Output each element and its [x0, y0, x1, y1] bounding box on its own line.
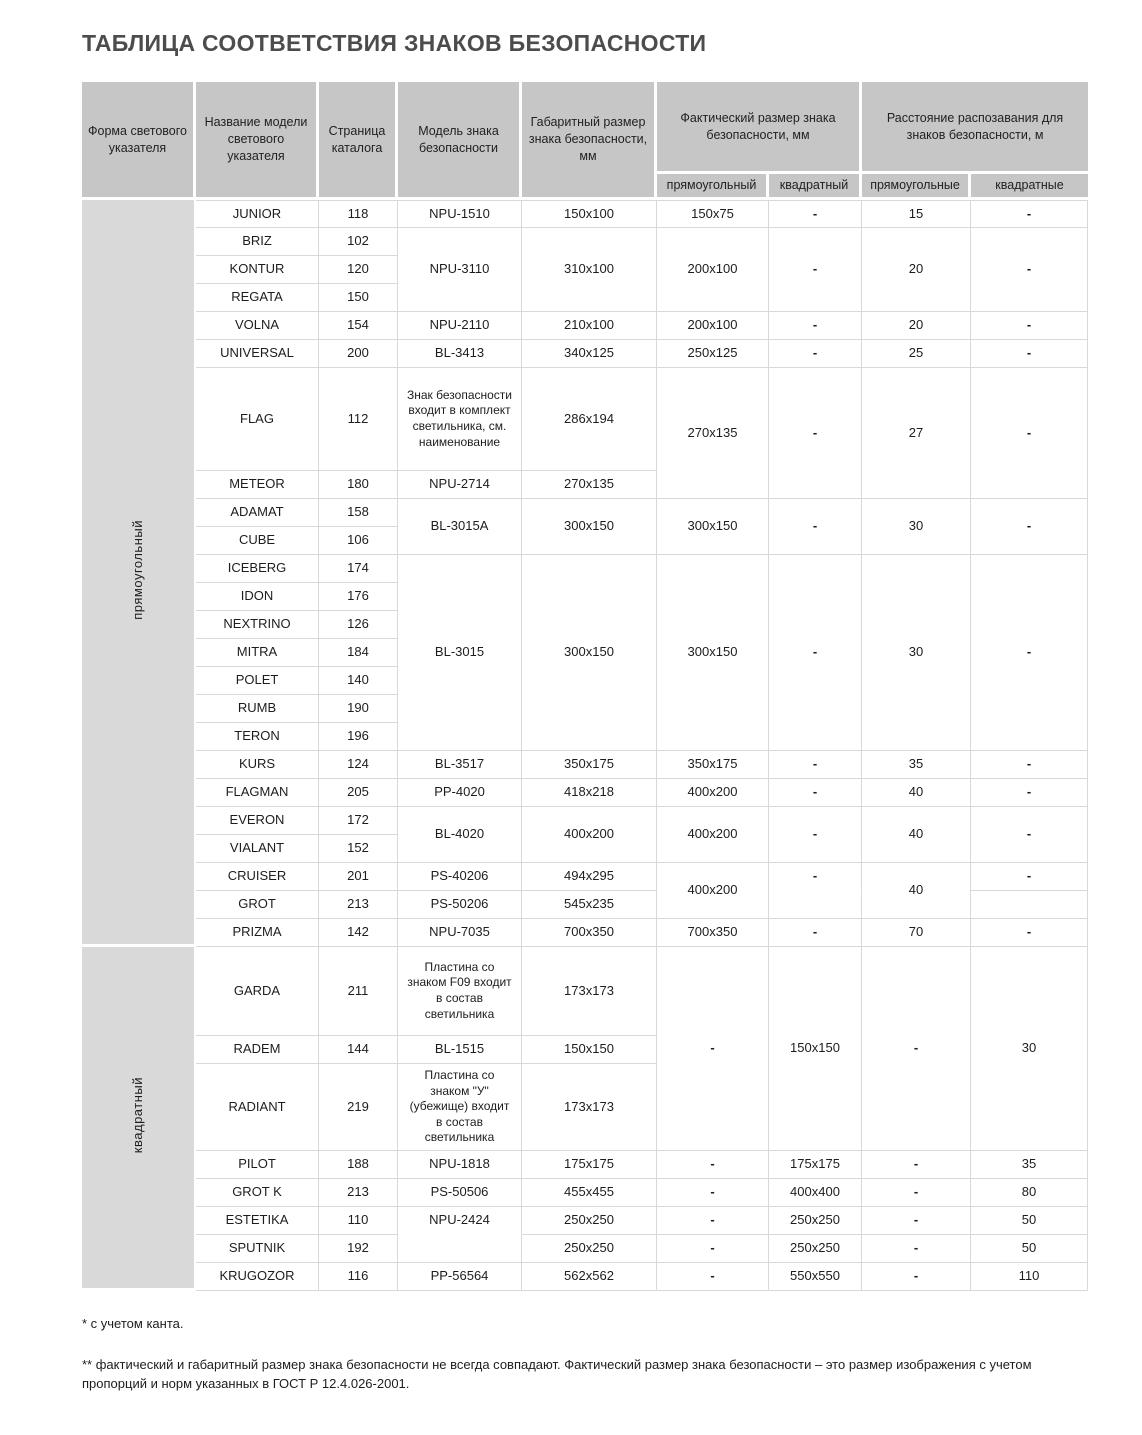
table-cell: UNIVERSAL — [196, 340, 319, 368]
table-row — [82, 200, 1088, 228]
table-row — [82, 919, 1088, 947]
table-cell: 400x200 — [657, 863, 769, 919]
table-cell: BL-3015 — [398, 555, 522, 751]
table-cell: 172 — [319, 807, 398, 835]
footnote-2: ** фактический и габаритный размер знака безопасности не всегда совпадают. Фактический размер знака безопасности – это размер изображения с учетом пропорций и норм указанных в ГОСТ Р 12.4.026-2001. — [82, 1356, 1032, 1391]
table-cell: - — [971, 751, 1088, 779]
table-cell: 50 — [971, 1235, 1088, 1263]
table-cell: 40 — [862, 807, 971, 863]
table-cell: 150x150 — [522, 1036, 657, 1064]
table-cell: 106 — [319, 527, 398, 555]
table-cell: ESTETIKA — [196, 1207, 319, 1235]
table-cell: - — [971, 200, 1088, 228]
table-cell: 286x194 — [522, 368, 657, 471]
table-cell: PS-40206 — [398, 863, 522, 891]
table-cell: 173x173 — [522, 947, 657, 1036]
table-row — [82, 1263, 1088, 1291]
table-cell: 310x100 — [522, 228, 657, 312]
table-cell: 200x100 — [657, 228, 769, 312]
table-cell: 300x150 — [522, 555, 657, 751]
table-cell: POLET — [196, 667, 319, 695]
table-cell: 455x455 — [522, 1179, 657, 1207]
table-cell: 173x173 — [522, 1064, 657, 1151]
table-cell: - — [657, 947, 769, 1151]
table-cell: 250x125 — [657, 340, 769, 368]
table-cell: - — [971, 312, 1088, 340]
page-title: ТАБЛИЦА СООТВЕТСТВИЯ ЗНАКОВ БЕЗОПАСНОСТИ — [82, 30, 707, 56]
table-cell: 201 — [319, 863, 398, 891]
table-cell: SPUTNIK — [196, 1235, 319, 1263]
table-cell: 300x150 — [657, 499, 769, 555]
table-cell: JUNIOR — [196, 200, 319, 228]
table-cell: 150 — [319, 284, 398, 312]
table-row — [82, 368, 1088, 471]
table-cell: 180 — [319, 471, 398, 499]
table-row — [82, 555, 1088, 583]
table-cell: 124 — [319, 751, 398, 779]
table-cell: 213 — [319, 891, 398, 919]
column-header-recognition-distance: Расстояние распозавания для знаков безопасности, м — [862, 82, 1088, 174]
table-cell: 30 — [862, 555, 971, 751]
table-cell: NEXTRINO — [196, 611, 319, 639]
table-row — [82, 1207, 1088, 1235]
table-cell: 210x100 — [522, 312, 657, 340]
table-cell: - — [769, 368, 862, 499]
table-cell: KURS — [196, 751, 319, 779]
table-cell: 190 — [319, 695, 398, 723]
table-cell: NPU-1818 — [398, 1151, 522, 1179]
table-cell: - — [657, 1207, 769, 1235]
table-cell: 213 — [319, 1179, 398, 1207]
table-cell: 418x218 — [522, 779, 657, 807]
table-cell: - — [971, 228, 1088, 312]
table-cell: 150x75 — [657, 200, 769, 228]
table-cell: 205 — [319, 779, 398, 807]
subheader-actual-rectangular: прямоугольный — [657, 174, 769, 200]
table-cell: 80 — [971, 1179, 1088, 1207]
table-cell: 102 — [319, 228, 398, 256]
table-cell: BL-1515 — [398, 1036, 522, 1064]
column-header-model-name: Название модели светового указателя — [196, 82, 319, 200]
table-cell: 30 — [971, 947, 1088, 1151]
table-cell: 270x135 — [657, 368, 769, 499]
table-cell: 35 — [971, 1151, 1088, 1179]
table-cell: BRIZ — [196, 228, 319, 256]
table-row — [82, 228, 1088, 256]
table-cell: 400x400 — [769, 1179, 862, 1207]
table-cell: 211 — [319, 947, 398, 1036]
table-cell: 116 — [319, 1263, 398, 1291]
table-cell: NPU-1510 — [398, 200, 522, 228]
table-cell: - — [769, 555, 862, 751]
table-cell: PS-50506 — [398, 1179, 522, 1207]
table-cell: FLAG — [196, 368, 319, 471]
row-group-label-rectangular — [82, 200, 196, 947]
table-cell: 150x150 — [769, 947, 862, 1151]
table-cell: - — [769, 807, 862, 863]
table-cell: 400x200 — [657, 779, 769, 807]
table-cell: 150x100 — [522, 200, 657, 228]
table-cell: 110 — [971, 1263, 1088, 1291]
table-cell: - — [862, 1179, 971, 1207]
table-cell: CRUISER — [196, 863, 319, 891]
table-cell: - — [657, 1235, 769, 1263]
table-cell: 118 — [319, 200, 398, 228]
table-cell: NPU-2714 — [398, 471, 522, 499]
table-cell: - — [657, 1179, 769, 1207]
table-cell: Пластина со знаком F09 входит в состав светильника — [398, 947, 522, 1036]
column-header-overall-size: Габаритный размер знака безопасности, мм — [522, 82, 657, 200]
table-cell: 140 — [319, 667, 398, 695]
table-cell: 175x175 — [769, 1151, 862, 1179]
table-cell: - — [971, 499, 1088, 555]
table-cell: GARDA — [196, 947, 319, 1036]
table-cell: ADAMAT — [196, 499, 319, 527]
table-cell: - — [862, 947, 971, 1151]
table-cell: 300x150 — [522, 499, 657, 555]
table-cell: 300x150 — [657, 555, 769, 751]
table-cell: - — [769, 919, 862, 947]
table-cell: 184 — [319, 639, 398, 667]
table-cell: - — [862, 1263, 971, 1291]
column-header-actual-size: Фактический размер знака безопасности, мм — [657, 82, 862, 174]
table-cell: NPU-2110 — [398, 312, 522, 340]
table-row — [82, 1235, 1088, 1263]
table-cell: - — [769, 340, 862, 368]
table-cell: 200x100 — [657, 312, 769, 340]
table-cell: 20 — [862, 228, 971, 312]
table-cell: CUBE — [196, 527, 319, 555]
table-row — [82, 751, 1088, 779]
table-cell — [971, 891, 1088, 919]
table-cell: 35 — [862, 751, 971, 779]
table-cell: PRIZMA — [196, 919, 319, 947]
table-cell: 174 — [319, 555, 398, 583]
table-cell: 250x250 — [769, 1207, 862, 1235]
table-cell: NPU-7035 — [398, 919, 522, 947]
table-row — [82, 312, 1088, 340]
table-cell: 176 — [319, 583, 398, 611]
table-cell: 188 — [319, 1151, 398, 1179]
table-cell: 400x200 — [522, 807, 657, 863]
table-cell: - — [971, 779, 1088, 807]
table-cell: 250x250 — [769, 1235, 862, 1263]
row-group-label-square — [82, 947, 196, 1291]
table-cell: NPU-2424 — [398, 1207, 522, 1235]
table-cell: 50 — [971, 1207, 1088, 1235]
header-row — [82, 82, 1088, 174]
table-cell: 142 — [319, 919, 398, 947]
table-cell: 350x175 — [657, 751, 769, 779]
table-cell: 175x175 — [522, 1151, 657, 1179]
table-cell: - — [971, 340, 1088, 368]
group-label-text: прямоугольный — [129, 520, 145, 620]
table-row — [82, 779, 1088, 807]
table-cell: 25 — [862, 340, 971, 368]
table-cell: IDON — [196, 583, 319, 611]
table-cell: FLAGMAN — [196, 779, 319, 807]
subheader-actual-square: квадратный — [769, 174, 862, 200]
table-cell: ICEBERG — [196, 555, 319, 583]
table-cell: PP-4020 — [398, 779, 522, 807]
table-row — [82, 340, 1088, 368]
table-cell: EVERON — [196, 807, 319, 835]
table-cell: RADIANT — [196, 1064, 319, 1151]
table-cell: 144 — [319, 1036, 398, 1064]
table-cell: 70 — [862, 919, 971, 947]
table-cell: Знак безопасности входит в комплект светильника, см. наименование — [398, 368, 522, 471]
column-header-sign-model: Модель знака безопасности — [398, 82, 522, 200]
table-cell: 494x295 — [522, 863, 657, 891]
table-cell: 154 — [319, 312, 398, 340]
table-cell: PS-50206 — [398, 891, 522, 919]
table-row — [82, 863, 1088, 891]
footnotes — [82, 1315, 1082, 1394]
table-cell: 110 — [319, 1207, 398, 1235]
table-cell: VOLNA — [196, 312, 319, 340]
table-cell: 120 — [319, 256, 398, 284]
table-cell: 250x250 — [522, 1207, 657, 1235]
table-cell: 550x550 — [769, 1263, 862, 1291]
table-cell: METEOR — [196, 471, 319, 499]
table-cell: 158 — [319, 499, 398, 527]
table-cell: KONTUR — [196, 256, 319, 284]
table-cell: - — [769, 779, 862, 807]
table-cell: 340x125 — [522, 340, 657, 368]
table-cell: - — [769, 228, 862, 312]
table-cell: 270x135 — [522, 471, 657, 499]
table-cell: GROT K — [196, 1179, 319, 1207]
table-cell: BL-3413 — [398, 340, 522, 368]
table-cell — [398, 1235, 522, 1263]
table-cell: 30 — [862, 499, 971, 555]
table-cell: 219 — [319, 1064, 398, 1151]
table-cell: MITRA — [196, 639, 319, 667]
subheader-distance-square: квадратные — [971, 174, 1088, 200]
table-row — [82, 807, 1088, 835]
table-cell: - — [971, 555, 1088, 751]
table-cell: - — [769, 200, 862, 228]
table-cell: 250x250 — [522, 1235, 657, 1263]
table-cell: - — [971, 807, 1088, 863]
table-cell: - — [862, 1207, 971, 1235]
table-cell: REGATA — [196, 284, 319, 312]
table-cell: PP-56564 — [398, 1263, 522, 1291]
table-cell: GROT — [196, 891, 319, 919]
footnote-1: * с учетом канта. — [82, 1315, 184, 1331]
table-cell: 200 — [319, 340, 398, 368]
table-cell: - — [971, 919, 1088, 947]
table-cell: - — [657, 1151, 769, 1179]
table-cell: 700x350 — [657, 919, 769, 947]
table-cell: 112 — [319, 368, 398, 471]
table-cell: - — [971, 863, 1088, 891]
table-cell: RUMB — [196, 695, 319, 723]
table-cell: VIALANT — [196, 835, 319, 863]
table-cell: 350x175 — [522, 751, 657, 779]
table-cell: - — [971, 368, 1088, 499]
table-cell: BL-3517 — [398, 751, 522, 779]
table-cell: 400x200 — [657, 807, 769, 863]
table-cell: - — [862, 1151, 971, 1179]
column-header-catalog-page: Страница каталога — [319, 82, 398, 200]
table-cell: 126 — [319, 611, 398, 639]
table-cell: - — [862, 1235, 971, 1263]
column-header-form: Форма светового указателя — [82, 82, 196, 200]
table-cell: RADEM — [196, 1036, 319, 1064]
table-cell: BL-3015A — [398, 499, 522, 555]
table-cell: - — [769, 863, 862, 891]
table-cell: Пластина со знаком "У" (убежище) входит в состав светильника — [398, 1064, 522, 1151]
table-cell: NPU-3110 — [398, 228, 522, 312]
table-cell: PILOT — [196, 1151, 319, 1179]
table-row — [82, 947, 1088, 1036]
table-cell: - — [769, 312, 862, 340]
subheader-distance-rectangular: прямоугольные — [862, 174, 971, 200]
table-row — [82, 1151, 1088, 1179]
group-label-text: квадратный — [129, 1077, 145, 1154]
table-cell: 15 — [862, 200, 971, 228]
table-cell: 27 — [862, 368, 971, 499]
table-cell: 192 — [319, 1235, 398, 1263]
table-cell: - — [769, 499, 862, 555]
table-cell: 545x235 — [522, 891, 657, 919]
table-cell: 152 — [319, 835, 398, 863]
table-cell: 196 — [319, 723, 398, 751]
table-cell: 700x350 — [522, 919, 657, 947]
table-row — [82, 499, 1088, 527]
table-cell: TERON — [196, 723, 319, 751]
table-cell: 40 — [862, 779, 971, 807]
table-cell: - — [769, 751, 862, 779]
table-cell: KRUGOZOR — [196, 1263, 319, 1291]
table-cell: 40 — [862, 863, 971, 919]
table-cell — [769, 891, 862, 919]
safety-signs-table — [82, 82, 1088, 1291]
table-cell: 20 — [862, 312, 971, 340]
table-cell: - — [657, 1263, 769, 1291]
table-row — [82, 1179, 1088, 1207]
table-cell: BL-4020 — [398, 807, 522, 863]
table-cell: 562x562 — [522, 1263, 657, 1291]
